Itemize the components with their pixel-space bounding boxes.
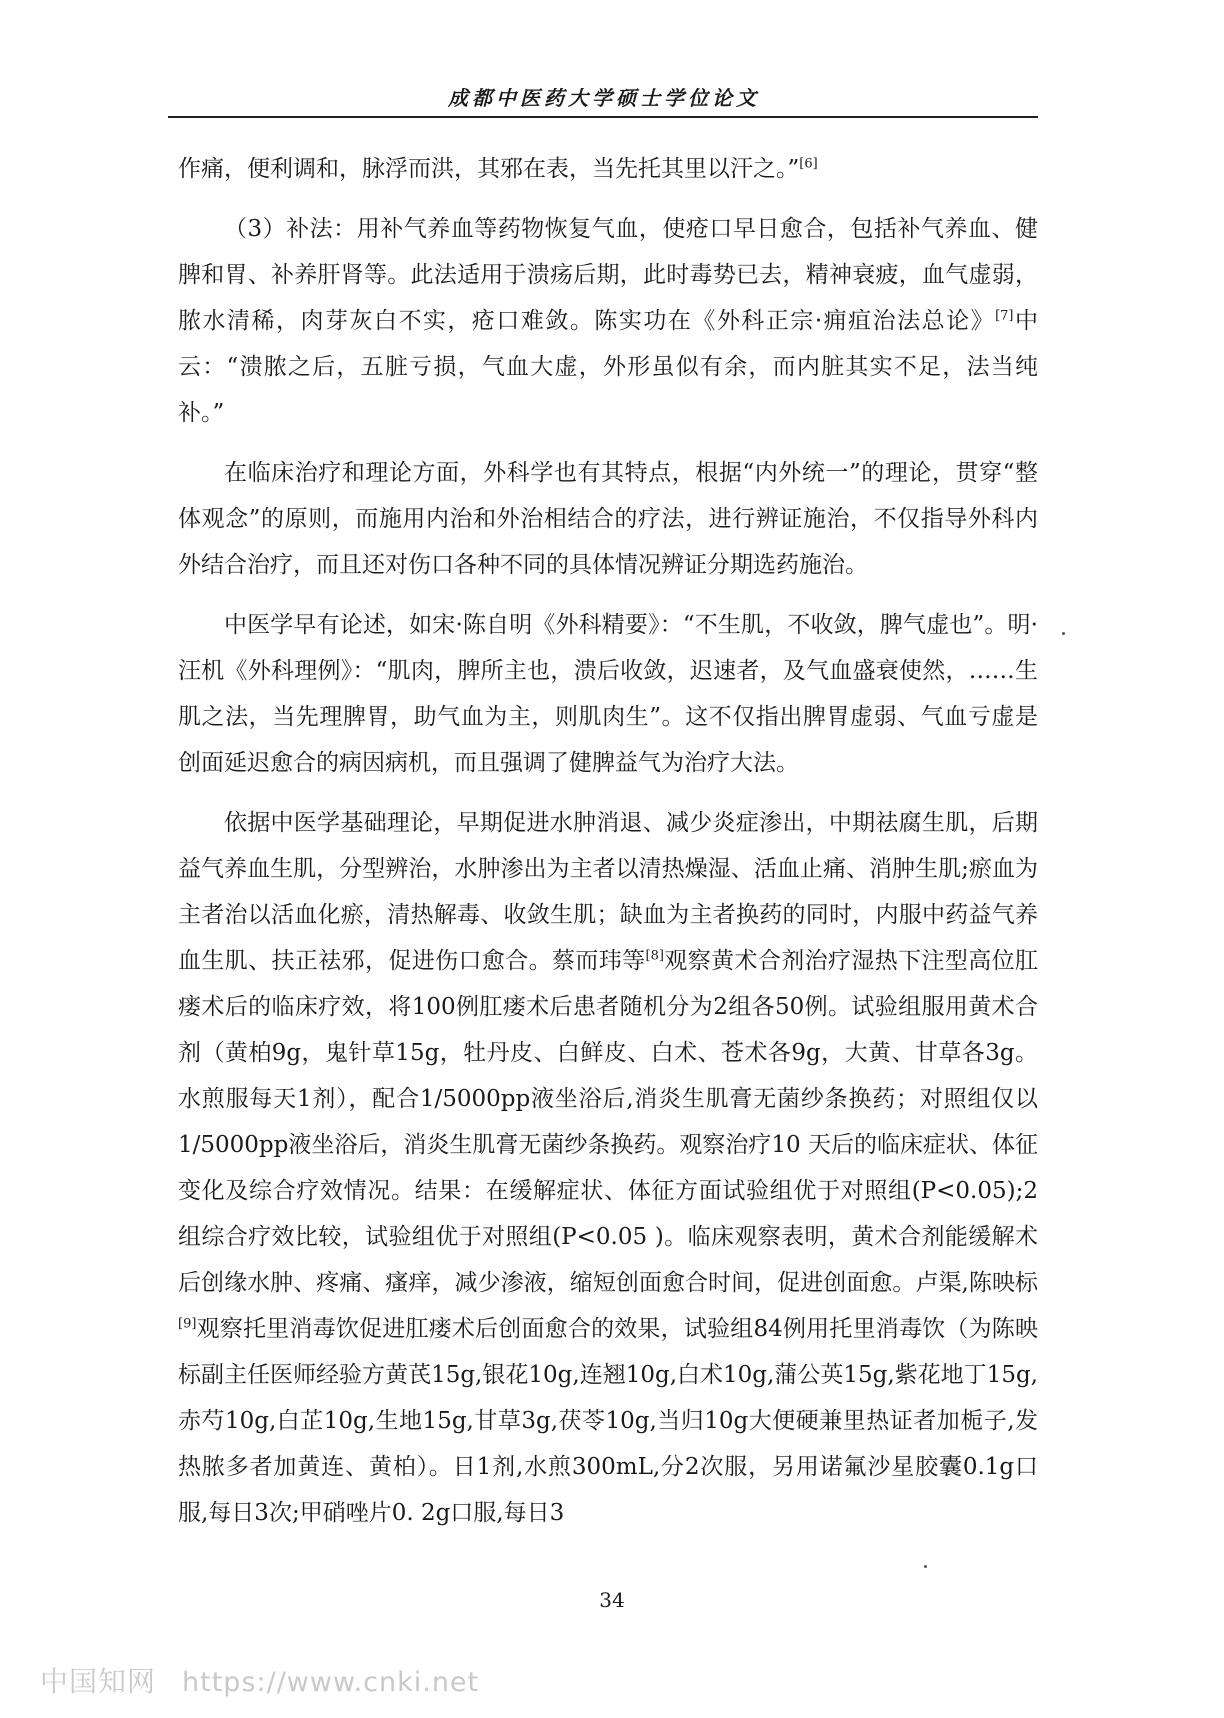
running-header: 成都中医药大学硕士学位论文 xyxy=(448,86,760,110)
paragraph-5-text: 依据中医学基础理论，早期促进水肿消退、减少炎症渗出，中期祛腐生肌，后期益气养血生肌，分型辨治，水肿渗出为主者以清热燥湿、活血止痛、消肿生肌;瘀血为主者治以活血化瘀，清热解毒、收敛生肌；缺血为主者换药的同时，内服中药益气养血生肌、扶正祛邪，促进伤口愈合。蔡而玮等 xyxy=(178,810,1038,974)
paragraph-1-text: 作痛，便利调和，脉浮而洪，其邪在表，当先托其里以汗之。” xyxy=(178,156,800,182)
paragraph-5 xyxy=(178,800,1038,1536)
scan-speck xyxy=(1062,632,1065,635)
header-rule xyxy=(168,116,1038,118)
watermark-url: https://www.cnki.net xyxy=(182,1667,480,1698)
paragraph-2 xyxy=(178,206,1038,436)
citation-7: [7] xyxy=(995,308,1014,324)
page-number: 34 xyxy=(599,1588,625,1612)
paragraph-4-text: 中医学早有论述，如宋·陈自明《外科精要》：“不生肌，不收敛，脾气虚也”。明·汪机《外科理例》：“肌肉，脾所主也，溃后收敛，迟速者，及气血盛衰使然，……生肌之法，当先理脾胃，助气血为主，则肌肉生”。这不仅指出脾胃虚弱、气血亏虚是创面延迟愈合的病因病机，而且强调了健脾益气为治疗大法。 xyxy=(178,612,1038,776)
scan-speck xyxy=(924,1565,927,1568)
watermark xyxy=(40,1660,479,1700)
paragraph-2-text: （3）补法：用补气养血等药物恢复气血，使疮口早日愈合，包括补气养血、健脾和胃、补养肝肾等。此法适用于溃疡后期，此时毒势已去，精神衰疲，血气虚弱，脓水清稀，肉芽灰白不实，疮口难敛。陈实功在《外科正宗·痈疽治法总论》 xyxy=(178,216,1038,334)
paragraph-4 xyxy=(178,602,1038,786)
body-text xyxy=(178,146,1038,1550)
paragraph-3-text: 在临床治疗和理论方面，外科学也有其特点，根据“内外统一”的理论，贯穿“整体观念”的原则，而施用内治和外治相结合的疗法，进行辨证施治，不仅指导外科内外结合治疗，而且还对伤口各种不同的具体情况辨证分期选药施治。 xyxy=(178,460,1038,578)
paragraph-5-text-after: 观察托里消毒饮促进肛瘘术后创面愈合的效果，试验组84例用托里消毒饮（为陈映标副主任医师经验方黄芪15g,银花10g,连翘10g,白术10g,蒲公英15g,紫花地丁15g,赤芍10g,白芷10g,生地15g,甘草3g,茯苓10g,当归10g大便硬兼里热证者加栀子,发热脓多者加黄连、黄柏）。日1剂,水煎300mL,分2次服，另用诺氟沙星胶囊0.1g口服,每日3次;甲硝唑片0. 2g口服,每日3 xyxy=(178,1316,1038,1526)
citation-6: [6] xyxy=(799,156,818,172)
paragraph-5-text-middle: 观察黄术合剂治疗湿热下注型高位肛瘘术后的临床疗效，将100例肛瘘术后患者随机分为2组各50例。试验组服用黄术合剂（黄柏9g，鬼针草15g，牡丹皮、白鲜皮、白术、苍术各9g，大黄、甘草各3g。水煎服每天1剂），配合1/5000pp液坐浴后,消炎生肌膏无菌纱条换药；对照组仅以1/5000pp液坐浴后，消炎生肌膏无菌纱条换药。观察治疗10 天后的临床症状、体征变化及综合疗效情况。结果：在缓解症状、体征方面试验组优于对照组(P<0.05);2组综合疗效比较，试验组优于对照组(P<0.05 )。临床观察表明，黄术合剂能缓解术后创缘水肿、疼痛、瘙痒，减少渗液，缩短创面愈合时间，促进创面愈。卢渠,陈映标 xyxy=(178,948,1039,1296)
citation-9: [9] xyxy=(178,1316,197,1332)
watermark-brand: 中国知网 xyxy=(40,1665,157,1698)
paragraph-1 xyxy=(178,146,1038,192)
citation-8: [8] xyxy=(645,948,664,964)
paragraph-2-text-after: 中云：“溃脓之后，五脏亏损，气血大虚，外形虽似有余，而内脏其实不足，法当纯补。” xyxy=(178,308,1039,426)
paragraph-3 xyxy=(178,450,1038,588)
